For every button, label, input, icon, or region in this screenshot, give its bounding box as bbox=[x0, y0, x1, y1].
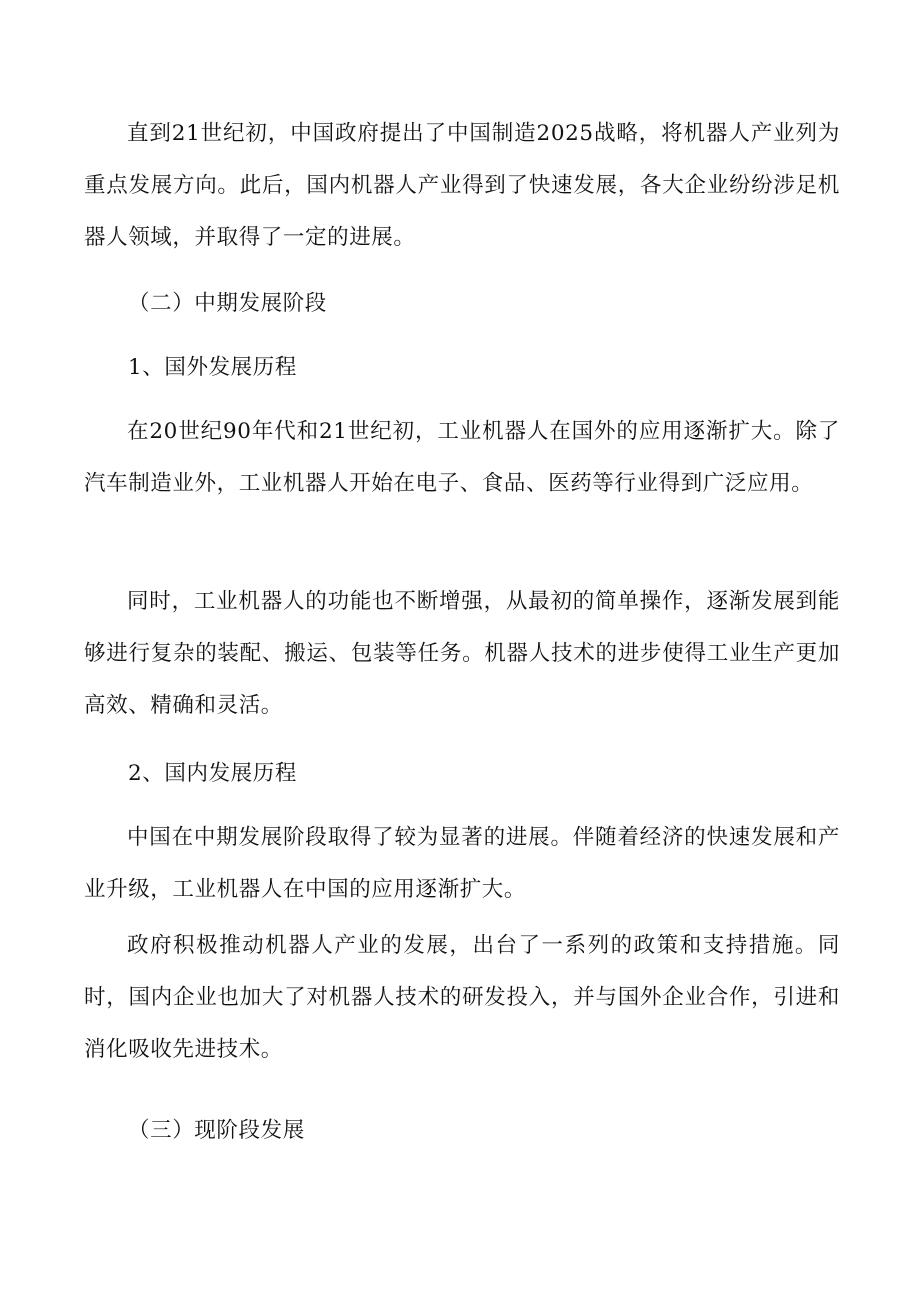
section-heading-current-stage: （三）现阶段发展 bbox=[128, 1118, 305, 1143]
paragraph-early-china: 直到21世纪初，中国政府提出了中国制造2025战略，将机器人产业列为重点发展方向。此后，国内机器人产业得到了快速发展，各大企业纷纷涉足机器人领域，并取得了一定的进展。 bbox=[84, 121, 840, 250]
section-heading-mid-stage: （二）中期发展阶段 bbox=[128, 291, 327, 316]
subheading-foreign-history: 1、国外发展历程 bbox=[128, 355, 297, 380]
paragraph-foreign-capabilities: 同时，工业机器人的功能也不断增强，从最初的简单操作，逐渐发展到能够进行复杂的装配、搬运、包装等任务。机器人技术的进步使得工业生产更加高效、精确和灵活。 bbox=[84, 589, 840, 718]
paragraph-domestic-policy: 政府积极推动机器人产业的发展，出台了一系列的政策和支持措施。同时，国内企业也加大了对机器人技术的研发投入，并与国外企业合作，引进和消化吸收先进技术。 bbox=[84, 933, 840, 1062]
subheading-domestic-history: 2、国内发展历程 bbox=[128, 761, 297, 786]
paragraph-foreign-applications: 在20世纪90年代和21世纪初，工业机器人在国外的应用逐渐扩大。除了汽车制造业外，工业机器人开始在电子、食品、医药等行业得到广泛应用。 bbox=[84, 419, 840, 496]
paragraph-domestic-progress: 中国在中期发展阶段取得了较为显著的进展。伴随着经济的快速发展和产业升级，工业机器人在中国的应用逐渐扩大。 bbox=[84, 825, 840, 902]
